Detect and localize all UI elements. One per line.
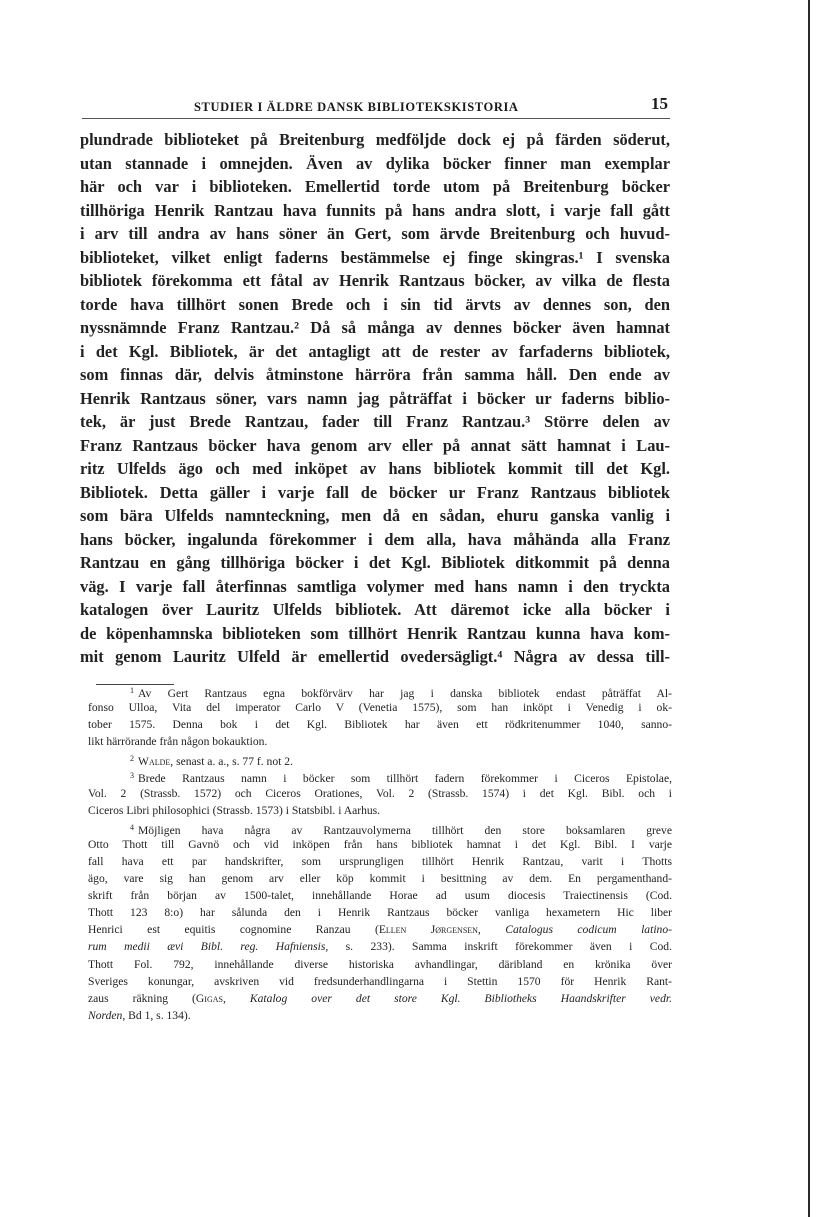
text-line: som bära Ulfelds namnteckning, men då en sådan, ehuru ganska vanlig i <box>80 506 670 525</box>
footnote-4-line <box>88 1007 672 1024</box>
footnote-4-line: Thott 123 8:o) har sålunda den i Henrik Rantzaus böcker vanliga hexametern Hic liber <box>88 906 672 920</box>
footnote-mark: 2 <box>130 754 134 764</box>
cited-author: Ellen Jørgensen, <box>378 923 481 937</box>
page-number: 15 <box>651 94 668 113</box>
cited-title: rum medii ævi Bibl. reg. Hafniensis, <box>88 940 329 954</box>
text-line: mit genom Lauritz Ulfeld är emellertid ovedersägligt.⁴ Några av dessa till- <box>80 647 670 666</box>
text-line: de köpenhamnska biblioteken som tillhört Henrik Rantzau kunna hava kom- <box>80 623 670 643</box>
footnote-text: senast a. a., s. 77 f. not 2. <box>176 755 293 769</box>
footnote-mark: 3 <box>130 771 134 781</box>
text-line: tillhöriga Henrik Rantzau hava funnits på hans andra slott, i varje fall gått <box>80 200 670 220</box>
footnote-1-line: tober 1575. Denna bok i det Kgl. Bibliotek har även ett rödkritenummer 1040, sanno- <box>88 718 672 732</box>
footnote-4-line: skrift från början av 1500-talet, innehållande Horae ad usum diocesis Traiectinensis (Cod. <box>88 889 672 903</box>
footnote-mark: 1 <box>130 686 134 695</box>
text-line: här och var i biblioteken. Emellertid torde utom på Breitenburg böcker <box>80 177 670 196</box>
text-line: Henrik Rantzaus söner, vars namn jag påträffat i böcker ur faderns biblio- <box>80 388 670 408</box>
page-edge-line <box>808 0 810 1217</box>
footnote-2-line <box>88 750 672 767</box>
text-line: bibliotek förekomma ett fåtal av Henrik Rantzaus böcker, av vilka de flesta <box>80 271 670 290</box>
cited-title: Katalog over det store Kgl. Bibliotheks Haandskrifter vedr. <box>249 991 672 1005</box>
body-text <box>80 128 670 669</box>
footnote-4-line: Sveriges konungar, avskriven vid fredsunderhandlingarna i Stettin 1570 för Henrik Rant- <box>88 974 672 988</box>
footnote-text: Av Gert Rantzaus egna bokförvärv har jag i danska bibliotek endast påträffat Al- <box>138 687 672 700</box>
text-line: plundrade biblioteket på Breitenburg medföljde dock ej på färden söderut, <box>80 130 670 149</box>
footnotes <box>88 682 672 1024</box>
footnote-text: zaus räkning ( <box>88 991 196 1005</box>
footnote-1-line: fonso Ulloa, Vita del imperator Carlo V (Venetia 1575), som han inköpt i Venedig i ok- <box>88 701 672 715</box>
footnote-3-line <box>88 767 672 784</box>
text-line: väg. I varje fall återfinnas samtliga volymer med hans namn i den tryckta <box>80 576 670 596</box>
footnote-1-line <box>88 682 672 699</box>
footnote-text: Möjligen hava några av Rantzauvolymerna tillhört den store boksamlaren greve <box>138 823 672 837</box>
footnote-4-line <box>88 938 672 955</box>
footnote-4-line: ägo, vare sig han genom arv eller köp kommit i besittning av dem. En pergamenthand- <box>88 872 672 886</box>
text-line: biblioteket, vilket enligt faderns bestämmelse ej finge skingras.¹ I svenska <box>80 247 670 267</box>
cited-author: Walde, <box>138 755 174 769</box>
footnote-4-line <box>88 819 672 836</box>
running-title: STUDIER I ÄLDRE DANSK BIBLIOTEKSKISTORIA <box>194 100 519 114</box>
text-line: torde hava tillhört sonen Brede och i sin tid ärvts av dennes son, den <box>80 294 670 314</box>
cited-author: Gigas, <box>195 991 226 1005</box>
text-line: i arv till andra av hans söner än Gert, som ärvde Breitenburg och huvud- <box>80 224 670 243</box>
text-line: ritz Ulfelds ägo och med inköpet av hans bibliotek kommit till det Kgl. <box>80 459 670 478</box>
footnote-3-line: Ciceros Libri philosophici (Strassb. 1573) i Statsbibl. i Aarhus. <box>88 803 381 817</box>
text-line: i det Kgl. Bibliotek, är det antagligt att de rester av farfaderns bibliotek, <box>80 341 670 361</box>
footnote-text: s. 233). Samma inskrift förekommer även i Cod. <box>345 940 672 954</box>
footnote-4-line <box>88 921 672 938</box>
footnote-text: Bd 1, s. 134). <box>128 1008 191 1022</box>
text-line: Bibliotek. Detta gäller i varje fall de böcker ur Franz Rantzaus bibliotek <box>80 482 670 502</box>
text-line: katalogen över Lauritz Ulfelds bibliotek. Att däremot icke alla böcker i <box>80 600 670 619</box>
text-line: Franz Rantzaus böcker hava genom arv eller på annat sätt hamnat i Lau- <box>80 435 670 455</box>
running-header <box>82 94 670 119</box>
footnote-1-line: likt härrörande från någon bokauktion. <box>88 735 268 749</box>
footnote-4-line: Thott Fol. 792, innehållande diverse historiska avhandlingar, däribland en krönika över <box>88 957 672 971</box>
text-line: hans böcker, ingalunda förekommer i dem alla, hava måhända alla Franz <box>80 529 670 549</box>
cited-title: Catalogus codicum latino- <box>505 923 672 937</box>
footnote-4-line: Otto Thott till Gavnö och vid inköpen från hans bibliotek hamnat i det Kgl. Bibl. I varje <box>88 837 672 851</box>
footnote-4-line: fall hava ett par handskrifter, som ursprungligen tillhört Henrik Rantzau, varit i Thotts <box>88 854 672 868</box>
footnote-3-line: Vol. 2 (Strassb. 1572) och Ciceros Orationes, Vol. 2 (Strassb. 1574) i det Kgl. Bibl. och i <box>88 786 672 800</box>
text-line: nyssnämnde Franz Rantzau.² Då så många av dennes böcker även hamnat <box>80 318 670 337</box>
text-line: som finnas där, delvis åtminstone härröra från samma håll. Den ende av <box>80 365 670 384</box>
footnote-text: Brede Rantzaus namn i böcker som tillhört fadern förekommer i Ciceros Epistolae, <box>138 772 672 786</box>
cited-title: Norden, <box>88 1008 126 1022</box>
footnote-4-line <box>88 990 672 1007</box>
text-line: Rantzau en gång tillhöriga böcker i det Kgl. Bibliotek ditkommit på denna <box>80 553 670 572</box>
footnote-mark: 4 <box>130 822 134 832</box>
text-line: tek, är just Brede Rantzau, fader till Franz Rantzau.³ Större delen av <box>80 412 670 431</box>
text-line: utan stannade i omnejden. Även av dylika böcker finner man exemplar <box>80 153 670 173</box>
footnote-text: Henrici est equitis cognomine Ranzau ( <box>88 923 379 937</box>
